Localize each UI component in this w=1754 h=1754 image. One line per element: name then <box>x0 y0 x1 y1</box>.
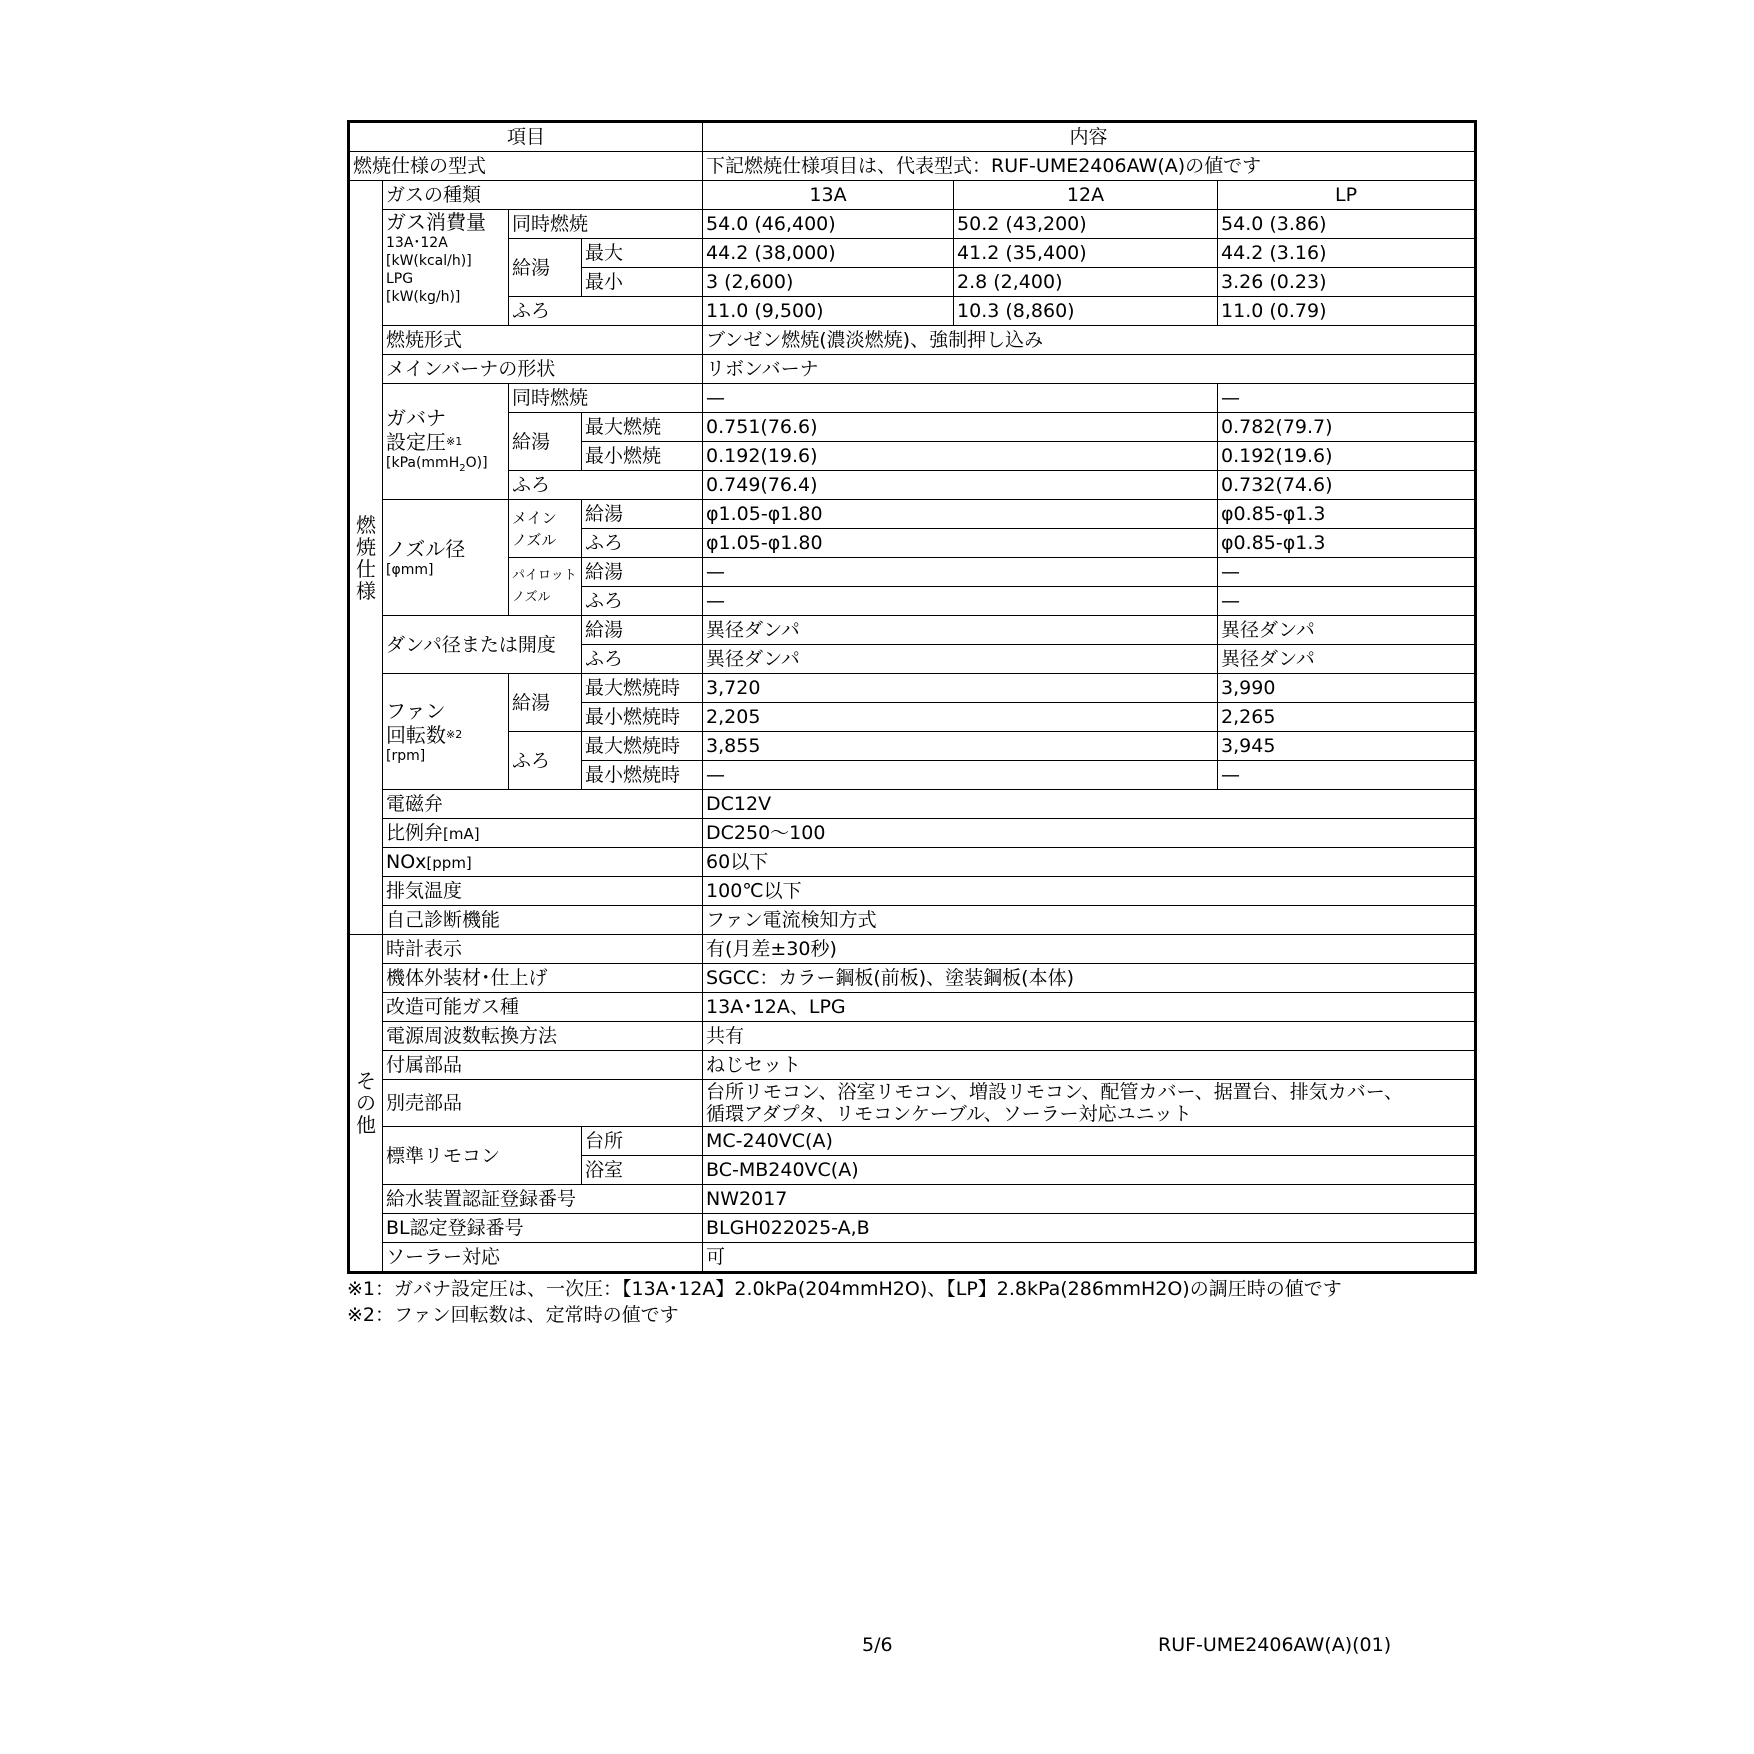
fan-bath-max-city: 3,855 <box>703 732 1218 761</box>
gas-type-13a: 13A <box>703 181 954 210</box>
other-value-2: 13A･12A、LPG <box>703 993 1476 1022</box>
note-1: ※1：ガバナ設定圧は、一次圧：【13A･12A】2.0kPa(204mmH2O)、【LP】2.8kPa(286mmH2O)の調圧時の値です <box>347 1278 1342 1300</box>
other-row-2 <box>349 993 1476 1022</box>
fan-hw-max-city: 3,720 <box>703 674 1218 703</box>
spec-sheet <box>347 120 1474 1328</box>
remote-kitchen-label: 台所 <box>582 1127 703 1156</box>
other-label-2: 改造可能ガス種 <box>383 993 703 1022</box>
damper-hw-city: 異径ダンパ <box>703 616 1218 645</box>
nozzle-pilot-hw-lp: — <box>1218 558 1476 587</box>
gc-max-label: 最大 <box>582 239 703 268</box>
gov-bath-label: ふろ <box>509 471 703 500</box>
nox-row <box>349 848 1476 877</box>
optional-parts-row <box>349 1080 1476 1127</box>
gc-simul-lp: 54.0 (3.86) <box>1218 210 1476 239</box>
gov-bath-lp: 0.732(74.6) <box>1218 471 1476 500</box>
gc-bath-13a: 11.0 (9,500) <box>703 297 954 326</box>
gc-min-12a: 2.8 (2,400) <box>954 268 1218 297</box>
governor-row-bath <box>349 471 1476 500</box>
nozzle-main-bath-lp: φ0.85-φ1.3 <box>1218 529 1476 558</box>
fan-bath-max-label: 最大燃焼時 <box>582 732 703 761</box>
solenoid-value: DC12V <box>703 790 1476 819</box>
gc-bath-label: ふろ <box>509 297 703 326</box>
model-row <box>349 152 1476 181</box>
gc-min-13a: 3 (2,600) <box>703 268 954 297</box>
fan-bath-min-lp: — <box>1218 761 1476 790</box>
damper-row-hw <box>349 616 1476 645</box>
gc-hotwater-label: 給湯 <box>509 239 582 297</box>
gc-bath-12a: 10.3 (8,860) <box>954 297 1218 326</box>
gas-consumption-row-bath <box>349 297 1476 326</box>
fan-hw-min-label: 最小燃焼時 <box>582 703 703 732</box>
other-after-value-1: BLGH022025-A,B <box>703 1214 1476 1243</box>
fan-label: ファン 回転数$^{※2}$ [rpm] <box>383 674 509 790</box>
gc-max-12a: 41.2 (35,400) <box>954 239 1218 268</box>
other-label-0: 時計表示 <box>383 935 703 964</box>
other-after-row-1 <box>349 1214 1476 1243</box>
gov-min-lp: 0.192(19.6) <box>1218 442 1476 471</box>
other-row-1 <box>349 964 1476 993</box>
fan-bath-max-lp: 3,945 <box>1218 732 1476 761</box>
gas-consumption-row-max <box>349 239 1476 268</box>
fan-hw-label: 給湯 <box>509 674 582 732</box>
exhaust-temp-label: 排気温度 <box>383 877 703 906</box>
note-2: ※2：ファン回転数は、定常時の値です <box>347 1304 679 1326</box>
combustion-type-label: 燃焼形式 <box>383 326 703 355</box>
other-after-label-0: 給水装置認証登録番号 <box>383 1185 703 1214</box>
gov-bath-city: 0.749(76.4) <box>703 471 1218 500</box>
damper-bath-label: ふろ <box>582 645 703 674</box>
exhaust-temp-value: 100℃以下 <box>703 877 1476 906</box>
nozzle-main-bath-city: φ1.05-φ1.80 <box>703 529 1218 558</box>
governor-row-simul <box>349 384 1476 413</box>
nox-label: NOx[ppm] <box>383 848 703 877</box>
combustion-section-label: 燃焼仕様 <box>349 181 383 935</box>
remote-row-kitchen <box>349 1127 1476 1156</box>
fan-bath-min-label: 最小燃焼時 <box>582 761 703 790</box>
fan-row-bath-max <box>349 732 1476 761</box>
governor-label: ガバナ 設定圧$^{※1}$ [kPa(mmH$_2$O)] <box>383 384 509 500</box>
nozzle-main-hw-lp: φ0.85-φ1.3 <box>1218 500 1476 529</box>
gov-max-label: 最大燃焼 <box>582 413 703 442</box>
gov-min-city: 0.192(19.6) <box>703 442 1218 471</box>
optional-parts-label: 別売部品 <box>383 1080 703 1127</box>
nozzle-pilot-bath-city: — <box>703 587 1218 616</box>
solenoid-row <box>349 790 1476 819</box>
gas-consumption-row-simul <box>349 210 1476 239</box>
other-after-row-0 <box>349 1185 1476 1214</box>
gas-type-label: ガスの種類 <box>383 181 703 210</box>
damper-hw-label: 給湯 <box>582 616 703 645</box>
remote-kitchen-value: MC-240VC(A) <box>703 1127 1476 1156</box>
nozzle-main-hw-label: 給湯 <box>582 500 703 529</box>
solenoid-label: 電磁弁 <box>383 790 703 819</box>
gov-min-label: 最小燃焼 <box>582 442 703 471</box>
other-row-4 <box>349 1051 1476 1080</box>
footer-model-code: RUF-UME2406AW(A)(01) <box>1158 1634 1392 1656</box>
gov-simul-lp: — <box>1218 384 1476 413</box>
notes <box>347 1276 1474 1328</box>
nozzle-label: ノズル径 [φmm] <box>383 500 509 616</box>
self-diag-value: ファン電流検知方式 <box>703 906 1476 935</box>
gas-type-12a: 12A <box>954 181 1218 210</box>
other-after-value-2: 可 <box>703 1243 1476 1273</box>
other-label-3: 電源周波数転換方法 <box>383 1022 703 1051</box>
model-value: 下記燃焼仕様項目は、代表型式：RUF-UME2406AW(A)の値です <box>703 152 1476 181</box>
gov-max-city: 0.751(76.6) <box>703 413 1218 442</box>
gov-hotwater-label: 給湯 <box>509 413 582 471</box>
gov-max-lp: 0.782(79.7) <box>1218 413 1476 442</box>
gas-consumption-label: ガス消費量 13A･12A [kW(kcal/h)] LPG [kW(kg/h)] <box>383 210 509 326</box>
combustion-type-row <box>349 326 1476 355</box>
fan-bath-label: ふろ <box>509 732 582 790</box>
damper-label: ダンパ径または開度 <box>383 616 582 674</box>
proportional-label: 比例弁[mA] <box>383 819 703 848</box>
remote-bath-value: BC-MB240VC(A) <box>703 1156 1476 1185</box>
other-label-4: 付属部品 <box>383 1051 703 1080</box>
spec-table <box>347 120 1477 1274</box>
combustion-type-value: ブンゼン燃焼(濃淡燃焼)、強制押し込み <box>703 326 1476 355</box>
fan-row-hw-max <box>349 674 1476 703</box>
other-after-label-2: ソーラー対応 <box>383 1243 703 1273</box>
burner-shape-row <box>349 355 1476 384</box>
other-after-row-2 <box>349 1243 1476 1273</box>
other-value-0: 有(月差±30秒) <box>703 935 1476 964</box>
other-value-1: SGCC：カラー鋼板(前板)、塗装鋼板(本体) <box>703 964 1476 993</box>
model-label: 燃焼仕様の型式 <box>349 152 703 181</box>
fan-hw-min-city: 2,205 <box>703 703 1218 732</box>
gov-simul-city: — <box>703 384 1218 413</box>
nozzle-main-bath-label: ふろ <box>582 529 703 558</box>
fan-hw-max-label: 最大燃焼時 <box>582 674 703 703</box>
header-item: 項目 <box>349 122 703 152</box>
optional-parts-value: 台所リモコン、浴室リモコン、増設リモコン、配管カバー、据置台、排気カバー、 循環アダプタ、リモコンケーブル、ソーラー対応ユニット <box>703 1080 1476 1127</box>
gc-min-lp: 3.26 (0.23) <box>1218 268 1476 297</box>
fan-hw-min-lp: 2,265 <box>1218 703 1476 732</box>
remote-label: 標準リモコン <box>383 1127 582 1185</box>
damper-hw-lp: 異径ダンパ <box>1218 616 1476 645</box>
nozzle-pilot-bath-lp: — <box>1218 587 1476 616</box>
gas-type-lp: LP <box>1218 181 1476 210</box>
other-after-label-1: BL認定登録番号 <box>383 1214 703 1243</box>
other-value-4: ねじセット <box>703 1051 1476 1080</box>
nox-value: 60以下 <box>703 848 1476 877</box>
burner-shape-value: リボンバーナ <box>703 355 1476 384</box>
self-diag-label: 自己診断機能 <box>383 906 703 935</box>
burner-shape-label: メインバーナの形状 <box>383 355 703 384</box>
other-value-3: 共有 <box>703 1022 1476 1051</box>
nozzle-row-main-hw <box>349 500 1476 529</box>
self-diag-row <box>349 906 1476 935</box>
nozzle-pilot-bath-label: ふろ <box>582 587 703 616</box>
nozzle-main-hw-city: φ1.05-φ1.80 <box>703 500 1218 529</box>
pilot-nozzle-label: パイロット ノズル <box>509 558 582 616</box>
governor-row-max <box>349 413 1476 442</box>
exhaust-temp-row <box>349 877 1476 906</box>
fan-bath-min-city: — <box>703 761 1218 790</box>
gov-simul-label: 同時燃焼 <box>509 384 703 413</box>
fan-hw-max-lp: 3,990 <box>1218 674 1476 703</box>
nozzle-pilot-hw-label: 給湯 <box>582 558 703 587</box>
gc-max-lp: 44.2 (3.16) <box>1218 239 1476 268</box>
other-row-0 <box>349 935 1476 964</box>
gc-bath-lp: 11.0 (0.79) <box>1218 297 1476 326</box>
main-nozzle-label: メイン ノズル <box>509 500 582 558</box>
gc-simul-label: 同時燃焼 <box>509 210 703 239</box>
damper-bath-lp: 異径ダンパ <box>1218 645 1476 674</box>
gc-min-label: 最小 <box>582 268 703 297</box>
other-after-value-0: NW2017 <box>703 1185 1476 1214</box>
gas-type-row <box>349 181 1476 210</box>
page-number: 5/6 <box>862 1634 893 1656</box>
other-row-3 <box>349 1022 1476 1051</box>
other-section-label: その他 <box>349 935 383 1273</box>
proportional-value: DC250～100 <box>703 819 1476 848</box>
gc-simul-12a: 50.2 (43,200) <box>954 210 1218 239</box>
proportional-row <box>349 819 1476 848</box>
nozzle-pilot-hw-city: — <box>703 558 1218 587</box>
gc-max-13a: 44.2 (38,000) <box>703 239 954 268</box>
remote-bath-label: 浴室 <box>582 1156 703 1185</box>
other-label-1: 機体外装材･仕上げ <box>383 964 703 993</box>
header-row <box>349 122 1476 152</box>
gc-simul-13a: 54.0 (46,400) <box>703 210 954 239</box>
nozzle-row-pilot-hw <box>349 558 1476 587</box>
header-content: 内容 <box>703 122 1476 152</box>
damper-bath-city: 異径ダンパ <box>703 645 1218 674</box>
